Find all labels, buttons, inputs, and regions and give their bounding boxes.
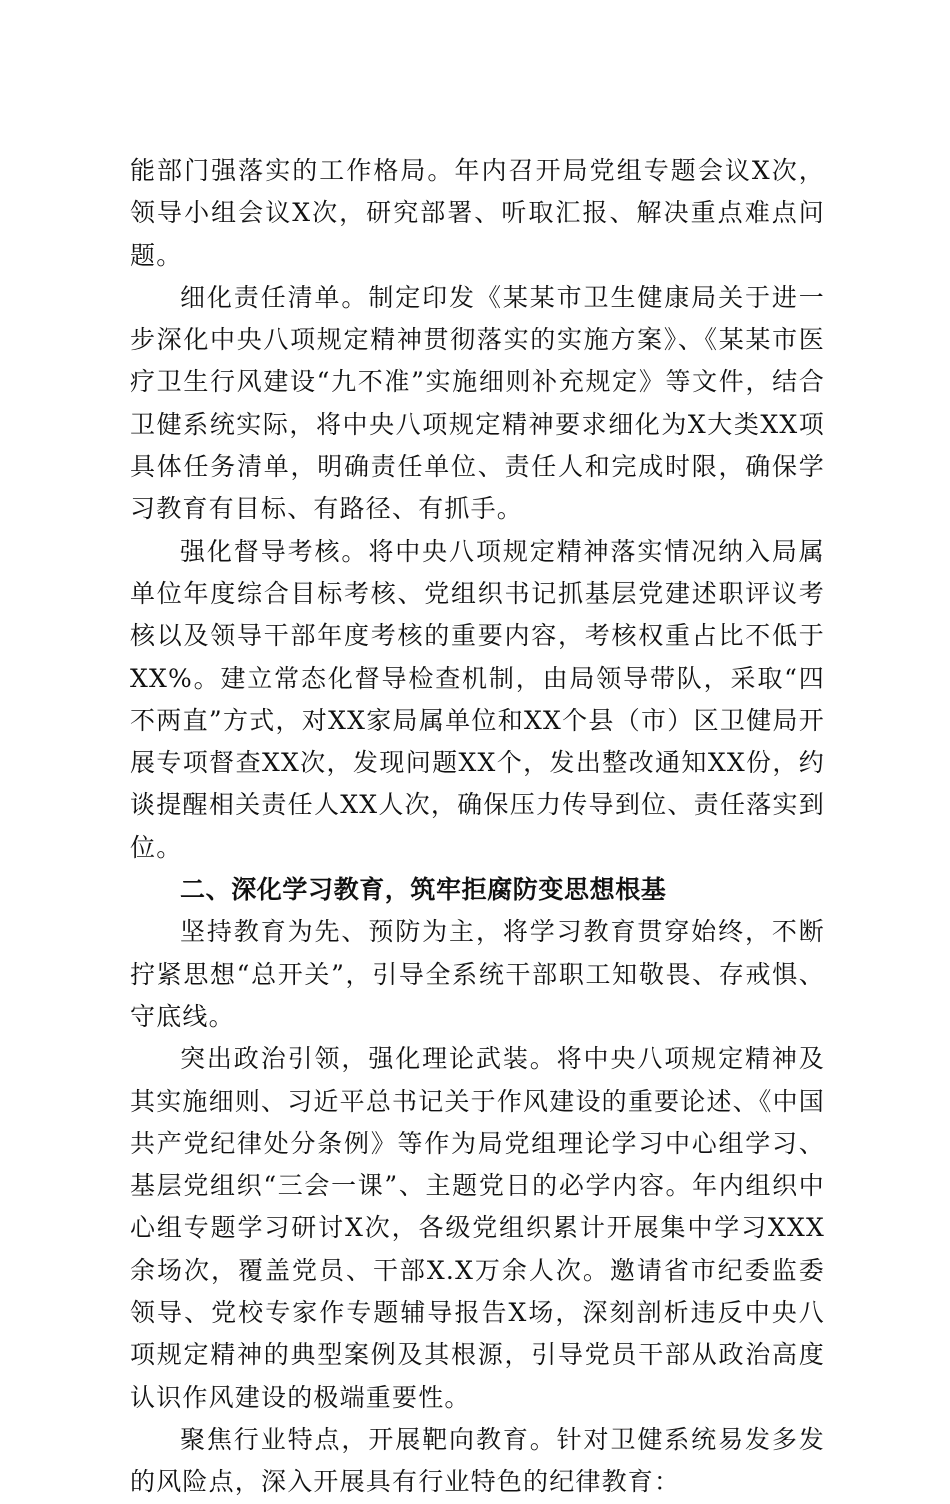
section-heading-2: 二、深化学习教育，筑牢拒腐防变思想根基	[180, 875, 667, 905]
paragraph-political-guidance: 突出政治引领，强化理论武装。将中央八项规定精神及其实施细则、习近平总书记关于作风建设的重要论述、《中国共产党纪律处分条例》等作为局党组理论学习中心组学习、基层党组织“三会一课”、主题党日的必学内容。年内组织中心组专题学习研讨X次，各级党组织累计开展集中学习XXX余场次，覆盖党员、干部X.X万余人次。邀请省市纪委监委领导、党校专家作专题辅导报告X场，深刻剖析违反中央八项规定精神的典型案例及其根源，引导党员干部从政治高度认识作风建设的极端重要性。	[130, 1044, 825, 1412]
paragraph-strengthen-supervision: 强化督导考核。将中央八项规定精神落实情况纳入局属单位年度综合目标考核、党组织书记抓基层党建述职评议考核以及领导干部年度考核的重要内容，考核权重占比不低于XX%。建立常态化督导检查机制，由局领导带队，采取“四不两直”方式，对XX家局属单位和XX个县（市）区卫健局开展专项督查XX次，发现问题XX个，发出整改通知XX份，约谈提醒相关责任人XX人次，确保压力传导到位、责任落实到位。	[130, 536, 825, 862]
paragraph-refine-responsibility-list: 细化责任清单。制定印发《某某市卫生健康局关于进一步深化中央八项规定精神贯彻落实的实施方案》、《某某市医疗卫生行风建设“九不准”实施细则补充规定》等文件，结合卫健系统实际，将中央八项规定精神要求细化为X大类XX项具体任务清单，明确责任单位、责任人和完成时限，确保学习教育有目标、有路径、有抓手。	[130, 282, 825, 524]
paragraph-continuation: 能部门强落实的工作格局。年内召开局党组专题会议X次，领导小组会议X次，研究部署、听取汇报、解决重点难点问题。	[130, 156, 825, 270]
paragraph-education-first: 坚持教育为先、预防为主，将学习教育贯穿始终，不断拧紧思想“总开关”，引导全系统干部职工知敬畏、存戒惧、守底线。	[130, 917, 825, 1031]
paragraph-targeted-education: 聚焦行业特点，开展靶向教育。针对卫健系统易发多发的风险点，深入开展具有行业特色的纪律教育：	[130, 1424, 825, 1497]
document-body	[130, 150, 825, 1504]
